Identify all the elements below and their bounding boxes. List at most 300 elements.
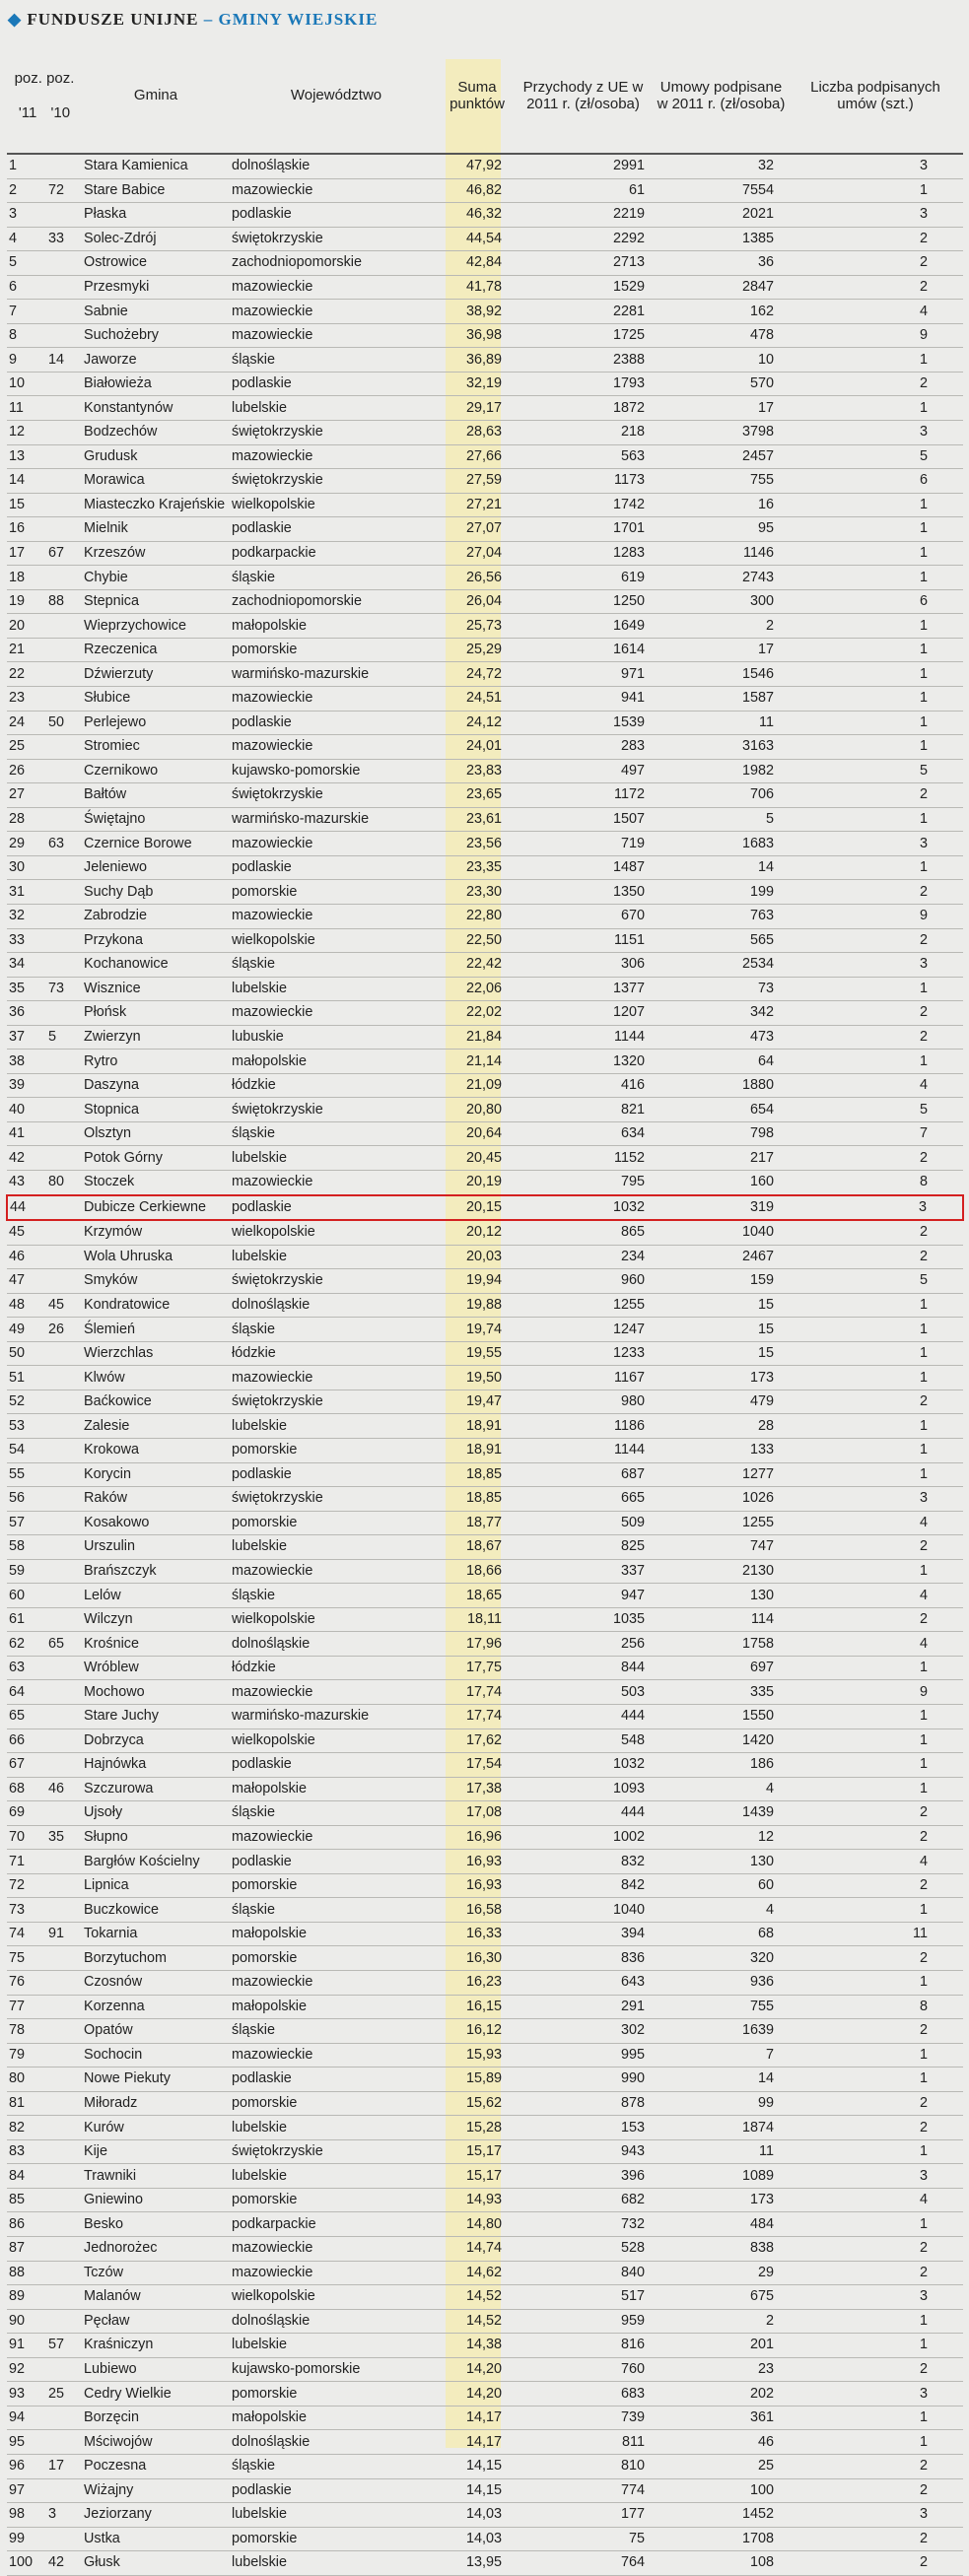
cell-pos-2010 — [44, 2406, 82, 2430]
cell-przychody-ue: 878 — [512, 2091, 655, 2116]
table-row — [7, 154, 963, 178]
cell-gmina: Rytro — [82, 1050, 230, 1074]
cell-gmina: Gniewino — [82, 2188, 230, 2212]
cell-pos-2011: 38 — [7, 1050, 44, 1074]
cell-pos-2011: 46 — [7, 1245, 44, 1269]
cell-wojewodztwo: podlaskie — [230, 372, 443, 396]
cell-umowy-podpisane: 23 — [655, 2357, 788, 2382]
table-row — [7, 421, 963, 445]
cell-pos-2011: 21 — [7, 638, 44, 662]
cell-pos-2011: 12 — [7, 421, 44, 445]
cell-wojewodztwo: lubelskie — [230, 1535, 443, 1560]
cell-pos-2010 — [44, 1487, 82, 1512]
cell-liczba-umow: 1 — [788, 1050, 963, 1074]
cell-gmina: Urszulin — [82, 1535, 230, 1560]
cell-umowy-podpisane: 342 — [655, 1001, 788, 1026]
cell-pos-2011: 26 — [7, 759, 44, 783]
cell-przychody-ue: 774 — [512, 2478, 655, 2503]
cell-przychody-ue: 1507 — [512, 807, 655, 832]
cell-pos-2010 — [44, 1146, 82, 1171]
cell-przychody-ue: 995 — [512, 2043, 655, 2068]
cell-pos-2011: 64 — [7, 1680, 44, 1705]
cell-pos-2011: 85 — [7, 2188, 44, 2212]
cell-przychody-ue: 980 — [512, 1390, 655, 1414]
cell-suma-punktow: 25,29 — [443, 638, 512, 662]
cell-przychody-ue: 1032 — [512, 1753, 655, 1778]
cell-gmina: Raków — [82, 1487, 230, 1512]
cell-gmina: Słupno — [82, 1825, 230, 1850]
cell-przychody-ue: 1173 — [512, 469, 655, 494]
cell-przychody-ue: 1529 — [512, 275, 655, 300]
table-row — [7, 1680, 963, 1705]
table-row — [7, 662, 963, 687]
table-row — [7, 2334, 963, 2358]
cell-gmina: Przesmyki — [82, 275, 230, 300]
cell-przychody-ue: 2219 — [512, 203, 655, 228]
cell-pos-2010: 5 — [44, 1025, 82, 1050]
cell-pos-2010 — [44, 904, 82, 928]
cell-liczba-umow: 1 — [788, 1971, 963, 1996]
cell-gmina: Borzytuchom — [82, 1946, 230, 1971]
cell-pos-2011: 83 — [7, 2139, 44, 2164]
header-gmina: Gmina — [133, 87, 178, 103]
cell-liczba-umow: 2 — [788, 2357, 963, 2382]
cell-umowy-podpisane: 32 — [655, 154, 788, 178]
cell-pos-2011: 13 — [7, 444, 44, 469]
table-row — [7, 2503, 963, 2528]
cell-gmina: Wierzchlas — [82, 1341, 230, 1366]
table-row — [7, 1607, 963, 1632]
cell-liczba-umow: 1 — [788, 1705, 963, 1729]
table-row — [7, 323, 963, 348]
cell-przychody-ue: 1002 — [512, 1825, 655, 1850]
cell-pos-2010 — [44, 566, 82, 590]
cell-pos-2011: 68 — [7, 1777, 44, 1801]
cell-pos-2010 — [44, 1898, 82, 1923]
table-row — [7, 1850, 963, 1874]
table-row-highlighted — [7, 1195, 963, 1221]
table-row — [7, 1390, 963, 1414]
cell-wojewodztwo: wielkopolskie — [230, 1607, 443, 1632]
cell-umowy-podpisane: 201 — [655, 2334, 788, 2358]
cell-pos-2011: 7 — [7, 300, 44, 324]
cell-pos-2011: 65 — [7, 1705, 44, 1729]
cell-gmina: Stare Juchy — [82, 1705, 230, 1729]
cell-przychody-ue: 517 — [512, 2285, 655, 2310]
cell-liczba-umow: 2 — [788, 372, 963, 396]
cell-pos-2011: 59 — [7, 1559, 44, 1584]
table-row — [7, 1438, 963, 1462]
cell-pos-2010: 72 — [44, 178, 82, 203]
cell-gmina: Krokowa — [82, 1438, 230, 1462]
cell-pos-2010: 14 — [44, 348, 82, 373]
cell-wojewodztwo: lubelskie — [230, 977, 443, 1001]
cell-liczba-umow: 1 — [788, 2139, 963, 2164]
cell-gmina: Ustka — [82, 2527, 230, 2551]
table-row — [7, 1001, 963, 1026]
table-row — [7, 2430, 963, 2455]
cell-pos-2010: 63 — [44, 832, 82, 856]
cell-umowy-podpisane: 3163 — [655, 735, 788, 760]
cell-pos-2011: 36 — [7, 1001, 44, 1026]
table-row — [7, 2382, 963, 2407]
cell-pos-2010 — [44, 517, 82, 542]
cell-umowy-podpisane: 173 — [655, 1366, 788, 1390]
cell-wojewodztwo: świętokrzyskie — [230, 227, 443, 251]
cell-przychody-ue: 971 — [512, 662, 655, 687]
cell-pos-2010 — [44, 1946, 82, 1971]
cell-pos-2010 — [44, 1850, 82, 1874]
page-header — [0, 0, 969, 39]
cell-umowy-podpisane: 17 — [655, 396, 788, 421]
table-row — [7, 1584, 963, 1608]
cell-wojewodztwo: wielkopolskie — [230, 1220, 443, 1245]
cell-suma-punktow: 27,21 — [443, 493, 512, 517]
table-row — [7, 517, 963, 542]
cell-przychody-ue: 394 — [512, 1922, 655, 1946]
table-row — [7, 541, 963, 566]
cell-przychody-ue: 840 — [512, 2261, 655, 2285]
table-row — [7, 2527, 963, 2551]
cell-liczba-umow: 1 — [788, 711, 963, 735]
cell-liczba-umow: 2 — [788, 227, 963, 251]
cell-wojewodztwo: podlaskie — [230, 2478, 443, 2503]
cell-pos-2010 — [44, 2188, 82, 2212]
cell-przychody-ue: 1035 — [512, 1607, 655, 1632]
cell-pos-2010 — [44, 1729, 82, 1753]
cell-wojewodztwo: małopolskie — [230, 1995, 443, 2019]
cell-przychody-ue: 1487 — [512, 855, 655, 880]
cell-pos-2011: 56 — [7, 1487, 44, 1512]
cell-liczba-umow: 2 — [788, 783, 963, 808]
table-body — [7, 154, 963, 2575]
table-row — [7, 1535, 963, 1560]
cell-pos-2011: 55 — [7, 1462, 44, 1487]
cell-wojewodztwo: dolnośląskie — [230, 154, 443, 178]
cell-pos-2010 — [44, 1098, 82, 1122]
cell-suma-punktow: 25,73 — [443, 614, 512, 639]
cell-wojewodztwo: małopolskie — [230, 614, 443, 639]
cell-umowy-podpisane: 4 — [655, 1898, 788, 1923]
cell-pos-2010: 45 — [44, 1293, 82, 1318]
table-row — [7, 1705, 963, 1729]
cell-przychody-ue: 61 — [512, 178, 655, 203]
table-row — [7, 1293, 963, 1318]
cell-pos-2010 — [44, 1680, 82, 1705]
cell-przychody-ue: 1701 — [512, 517, 655, 542]
cell-gmina: Głusk — [82, 2551, 230, 2576]
cell-wojewodztwo: mazowieckie — [230, 2043, 443, 2068]
cell-umowy-podpisane: 570 — [655, 372, 788, 396]
cell-wojewodztwo: kujawsko-pomorskie — [230, 759, 443, 783]
cell-suma-punktow: 17,74 — [443, 1680, 512, 1705]
table-row — [7, 2357, 963, 2382]
cell-umowy-podpisane: 706 — [655, 783, 788, 808]
cell-gmina: Stara Kamienica — [82, 154, 230, 178]
cell-pos-2011: 71 — [7, 1850, 44, 1874]
cell-umowy-podpisane: 15 — [655, 1318, 788, 1342]
table-row — [7, 2406, 963, 2430]
cell-suma-punktow: 24,72 — [443, 662, 512, 687]
cell-pos-2011: 91 — [7, 2334, 44, 2358]
cell-pos-2011: 34 — [7, 953, 44, 978]
cell-pos-2011: 66 — [7, 1729, 44, 1753]
cell-suma-punktow: 41,78 — [443, 275, 512, 300]
cell-suma-punktow: 14,17 — [443, 2406, 512, 2430]
cell-przychody-ue: 1283 — [512, 541, 655, 566]
cell-gmina: Cedry Wielkie — [82, 2382, 230, 2407]
table-row — [7, 687, 963, 712]
cell-gmina: Smyków — [82, 1269, 230, 1294]
header-umowy: Umowy podpisane w 2011 r. (zł/osoba) — [657, 78, 786, 112]
cell-suma-punktow: 18,77 — [443, 1511, 512, 1535]
cell-suma-punktow: 42,84 — [443, 251, 512, 276]
cell-suma-punktow: 18,65 — [443, 1584, 512, 1608]
cell-umowy-podpisane: 60 — [655, 1873, 788, 1898]
cell-wojewodztwo: łódzkie — [230, 1073, 443, 1098]
cell-wojewodztwo: śląskie — [230, 1801, 443, 1826]
cell-pos-2011: 30 — [7, 855, 44, 880]
cell-przychody-ue: 2713 — [512, 251, 655, 276]
cell-wojewodztwo: wielkopolskie — [230, 928, 443, 953]
cell-liczba-umow: 1 — [788, 638, 963, 662]
cell-suma-punktow: 21,84 — [443, 1025, 512, 1050]
cell-wojewodztwo: śląskie — [230, 953, 443, 978]
ranking-table — [6, 37, 964, 2576]
cell-gmina: Korzenna — [82, 1995, 230, 2019]
header-poz-label: poz. poz. — [14, 69, 75, 87]
cell-wojewodztwo: lubelskie — [230, 2116, 443, 2140]
cell-liczba-umow: 3 — [788, 832, 963, 856]
cell-wojewodztwo: zachodniopomorskie — [230, 251, 443, 276]
cell-przychody-ue: 1186 — [512, 1414, 655, 1439]
cell-pos-2010 — [44, 1001, 82, 1026]
table-row — [7, 928, 963, 953]
cell-gmina: Wróblew — [82, 1656, 230, 1680]
cell-pos-2011: 97 — [7, 2478, 44, 2503]
cell-suma-punktow: 17,38 — [443, 1777, 512, 1801]
cell-pos-2010 — [44, 1535, 82, 1560]
cell-umowy-podpisane: 29 — [655, 2261, 788, 2285]
cell-przychody-ue: 177 — [512, 2503, 655, 2528]
cell-suma-punktow: 18,66 — [443, 1559, 512, 1584]
cell-liczba-umow: 6 — [788, 589, 963, 614]
subsection-label: GMINY WIEJSKIE — [218, 10, 379, 29]
cell-wojewodztwo: świętokrzyskie — [230, 469, 443, 494]
cell-pos-2011: 78 — [7, 2019, 44, 2044]
cell-pos-2010 — [44, 1269, 82, 1294]
cell-wojewodztwo: małopolskie — [230, 1922, 443, 1946]
cell-suma-punktow: 14,80 — [443, 2212, 512, 2237]
cell-umowy-podpisane: 838 — [655, 2237, 788, 2262]
cell-suma-punktow: 38,92 — [443, 300, 512, 324]
cell-gmina: Wiżajny — [82, 2478, 230, 2503]
cell-gmina: Białowieża — [82, 372, 230, 396]
cell-gmina: Krośnice — [82, 1632, 230, 1657]
cell-gmina: Miłoradz — [82, 2091, 230, 2116]
cell-suma-punktow: 20,19 — [443, 1170, 512, 1194]
cell-gmina: Buczkowice — [82, 1898, 230, 1923]
cell-liczba-umow: 1 — [788, 2406, 963, 2430]
cell-gmina: Trawniki — [82, 2164, 230, 2189]
cell-przychody-ue: 444 — [512, 1801, 655, 1826]
cell-przychody-ue: 683 — [512, 2382, 655, 2407]
cell-pos-2010 — [44, 2068, 82, 2092]
cell-pos-2011: 6 — [7, 275, 44, 300]
cell-umowy-podpisane: 95 — [655, 517, 788, 542]
cell-liczba-umow: 1 — [788, 1753, 963, 1778]
cell-pos-2010 — [44, 1390, 82, 1414]
cell-umowy-podpisane: 2847 — [655, 275, 788, 300]
cell-gmina: Płaska — [82, 203, 230, 228]
cell-przychody-ue: 1377 — [512, 977, 655, 1001]
cell-pos-2011: 86 — [7, 2212, 44, 2237]
cell-pos-2010 — [44, 1705, 82, 1729]
cell-przychody-ue: 844 — [512, 1656, 655, 1680]
cell-suma-punktow: 19,74 — [443, 1318, 512, 1342]
cell-pos-2011: 62 — [7, 1632, 44, 1657]
cell-liczba-umow: 3 — [788, 953, 963, 978]
cell-suma-punktow: 14,15 — [443, 2478, 512, 2503]
cell-umowy-podpisane: 2 — [655, 614, 788, 639]
cell-pos-2011: 16 — [7, 517, 44, 542]
cell-pos-2010 — [44, 203, 82, 228]
cell-liczba-umow: 2 — [788, 1146, 963, 1171]
cell-wojewodztwo: śląskie — [230, 2454, 443, 2478]
cell-gmina: Hajnówka — [82, 1753, 230, 1778]
header-wojewodztwo: Województwo — [290, 87, 382, 103]
cell-pos-2010: 65 — [44, 1632, 82, 1657]
cell-suma-punktow: 15,89 — [443, 2068, 512, 2092]
table-row — [7, 1971, 963, 1996]
cell-suma-punktow: 16,33 — [443, 1922, 512, 1946]
cell-liczba-umow: 2 — [788, 2261, 963, 2285]
table-row — [7, 783, 963, 808]
table-row — [7, 1098, 963, 1122]
cell-liczba-umow: 3 — [788, 1195, 963, 1221]
cell-pos-2010 — [44, 2116, 82, 2140]
cell-wojewodztwo: pomorskie — [230, 1438, 443, 1462]
cell-wojewodztwo: śląskie — [230, 2019, 443, 2044]
cell-wojewodztwo: pomorskie — [230, 2527, 443, 2551]
cell-umowy-podpisane: 68 — [655, 1922, 788, 1946]
cell-wojewodztwo: łódzkie — [230, 1656, 443, 1680]
cell-przychody-ue: 1793 — [512, 372, 655, 396]
cell-liczba-umow: 1 — [788, 1414, 963, 1439]
cell-umowy-podpisane: 1146 — [655, 541, 788, 566]
cell-pos-2011: 45 — [7, 1220, 44, 1245]
cell-umowy-podpisane: 1439 — [655, 1801, 788, 1826]
cell-liczba-umow: 1 — [788, 2068, 963, 2092]
cell-wojewodztwo: śląskie — [230, 1898, 443, 1923]
cell-pos-2011: 93 — [7, 2382, 44, 2407]
cell-gmina: Grudusk — [82, 444, 230, 469]
cell-pos-2010 — [44, 2043, 82, 2068]
cell-przychody-ue: 509 — [512, 1511, 655, 1535]
cell-wojewodztwo: mazowieckie — [230, 687, 443, 712]
cell-pos-2010 — [44, 1366, 82, 1390]
cell-umowy-podpisane: 11 — [655, 711, 788, 735]
table-row — [7, 1511, 963, 1535]
cell-gmina: Zalesie — [82, 1414, 230, 1439]
cell-suma-punktow: 19,50 — [443, 1366, 512, 1390]
cell-suma-punktow: 16,30 — [443, 1946, 512, 1971]
table-row — [7, 1245, 963, 1269]
cell-pos-2011: 41 — [7, 1121, 44, 1146]
table-row — [7, 203, 963, 228]
cell-gmina: Chybie — [82, 566, 230, 590]
cell-przychody-ue: 218 — [512, 421, 655, 445]
cell-suma-punktow: 18,67 — [443, 1535, 512, 1560]
cell-pos-2011: 92 — [7, 2357, 44, 2382]
cell-gmina: Solec-Zdrój — [82, 227, 230, 251]
cell-przychody-ue: 947 — [512, 1584, 655, 1608]
cell-liczba-umow: 9 — [788, 323, 963, 348]
cell-przychody-ue: 2292 — [512, 227, 655, 251]
cell-pos-2011: 10 — [7, 372, 44, 396]
cell-umowy-podpisane: 7554 — [655, 178, 788, 203]
cell-umowy-podpisane: 2130 — [655, 1559, 788, 1584]
cell-gmina: Słubice — [82, 687, 230, 712]
table-row — [7, 1801, 963, 1826]
table-row — [7, 953, 963, 978]
cell-przychody-ue: 503 — [512, 1680, 655, 1705]
cell-suma-punktow: 15,17 — [443, 2164, 512, 2189]
cell-gmina: Kraśniczyn — [82, 2334, 230, 2358]
cell-przychody-ue: 396 — [512, 2164, 655, 2189]
cell-gmina: Perlejewo — [82, 711, 230, 735]
table-row — [7, 1318, 963, 1342]
table-row — [7, 2116, 963, 2140]
cell-gmina: Potok Górny — [82, 1146, 230, 1171]
cell-liczba-umow: 3 — [788, 1487, 963, 1512]
cell-pos-2010: 91 — [44, 1922, 82, 1946]
cell-umowy-podpisane: 133 — [655, 1438, 788, 1462]
cell-liczba-umow: 2 — [788, 2551, 963, 2576]
cell-pos-2010 — [44, 1414, 82, 1439]
cell-umowy-podpisane: 936 — [655, 1971, 788, 1996]
cell-suma-punktow: 21,14 — [443, 1050, 512, 1074]
cell-pos-2011: 79 — [7, 2043, 44, 2068]
cell-pos-2010 — [44, 251, 82, 276]
cell-suma-punktow: 18,11 — [443, 1607, 512, 1632]
cell-suma-punktow: 23,35 — [443, 855, 512, 880]
cell-pos-2010 — [44, 372, 82, 396]
cell-przychody-ue: 865 — [512, 1220, 655, 1245]
cell-umowy-podpisane: 300 — [655, 589, 788, 614]
cell-wojewodztwo: lubelskie — [230, 1245, 443, 1269]
cell-pos-2010 — [44, 323, 82, 348]
cell-suma-punktow: 16,93 — [443, 1873, 512, 1898]
cell-suma-punktow: 14,17 — [443, 2430, 512, 2455]
cell-przychody-ue: 416 — [512, 1073, 655, 1098]
cell-gmina: Mściwojów — [82, 2430, 230, 2455]
cell-przychody-ue: 2281 — [512, 300, 655, 324]
cell-liczba-umow: 4 — [788, 1073, 963, 1098]
cell-suma-punktow: 15,62 — [443, 2091, 512, 2116]
cell-pos-2010 — [44, 2357, 82, 2382]
bullet-icon: ◆ — [8, 10, 23, 29]
cell-wojewodztwo: podkarpackie — [230, 2212, 443, 2237]
cell-umowy-podpisane: 162 — [655, 300, 788, 324]
cell-pos-2011: 42 — [7, 1146, 44, 1171]
cell-liczba-umow: 1 — [788, 687, 963, 712]
cell-pos-2011: 14 — [7, 469, 44, 494]
cell-pos-2011: 63 — [7, 1656, 44, 1680]
cell-gmina: Dobrzyca — [82, 1729, 230, 1753]
cell-liczba-umow: 1 — [788, 614, 963, 639]
cell-przychody-ue: 941 — [512, 687, 655, 712]
